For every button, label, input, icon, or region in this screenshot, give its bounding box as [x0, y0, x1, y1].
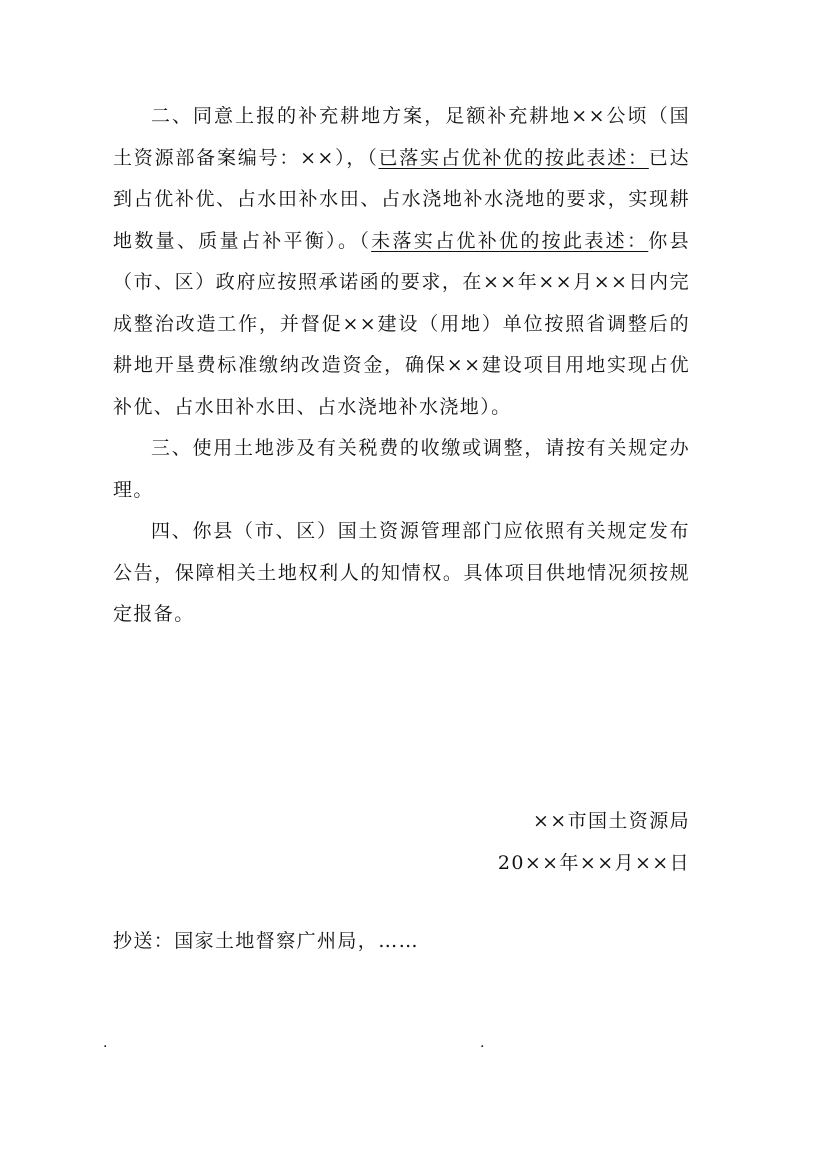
- paragraph-two: [113, 96, 690, 428]
- paragraph-two-text-c: 你县（市、区）政府应按照承诺函的要求，在××年××月××日内完成整治改造工作，并督促××建设（用地）单位按照省调整后的耕地开垦费标准缴纳改造资金，确保××建设项目用地实现占优补优、占水田补水田、占水浇地补水浇地）。: [113, 229, 690, 418]
- paragraph-two-text-a: 二、同意上报的补充耕地方案，足额补充耕地××公顷（国土资源部备案编号：××），（: [113, 105, 690, 169]
- paragraph-four: 四、你县（市、区）国土资源管理部门应依照有关规定发布公告，保障相关土地权利人的知情权。具体项目供地情况须按规定报备。: [113, 520, 690, 625]
- paragraph-two-underlined-note-2: 未落实占优补优的按此表述：: [371, 229, 649, 252]
- carbon-copy-line: 抄送：国家土地督察广州局，……: [113, 930, 420, 952]
- footer-mark-right: .: [480, 1035, 485, 1051]
- footer-mark-left: .: [103, 1035, 108, 1051]
- document-body: [113, 96, 690, 636]
- paragraph-two-text-b: 已达到占优补优、占水田补水田、占水浇地补水浇地的要求，实现耕地数量、质量占补平衡）。（: [113, 146, 690, 252]
- paragraph-three: 三、使用土地涉及有关税费的收缴或调整，请按有关规定办理。: [113, 437, 690, 501]
- signature-date: 20××年××月××日: [497, 852, 690, 874]
- signature-organization: ××市国土资源局: [532, 810, 690, 832]
- paragraph-two-underlined-note-1: 已落实占优补优的按此表述：: [378, 146, 649, 169]
